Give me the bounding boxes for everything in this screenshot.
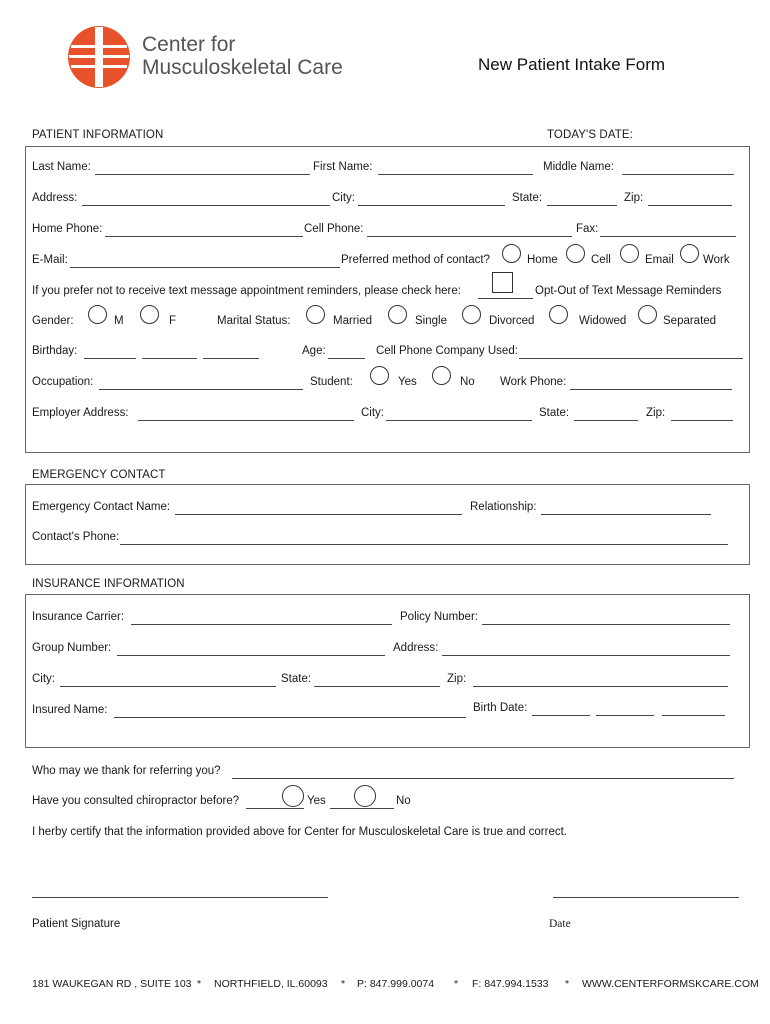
insurance-carrier-field[interactable] (131, 624, 392, 625)
preferred-contact-label: Preferred method of contact? (341, 254, 490, 266)
footer-address: 181 WAUKEGAN RD , SUITE 103 (32, 978, 192, 990)
footer-separator: * (197, 978, 202, 990)
student-label: Student: (310, 376, 353, 388)
city-label: City: (332, 192, 355, 204)
cell-company-label: Cell Phone Company Used: (376, 345, 518, 357)
age-label: Age: (302, 345, 326, 357)
marital-married-radio[interactable] (306, 305, 325, 324)
chiro-no-radio[interactable] (354, 785, 376, 807)
group-number-field[interactable] (117, 655, 385, 656)
fax-field[interactable] (600, 236, 736, 237)
zip-field[interactable] (648, 205, 732, 206)
middle-name-label: Middle Name: (543, 161, 614, 173)
insurance-carrier-label: Insurance Carrier: (32, 611, 125, 623)
chiro-yes-label: Yes (307, 795, 326, 807)
student-no-label: No (460, 376, 475, 388)
marital-single-radio[interactable] (388, 305, 407, 324)
chiro-no-label: No (396, 795, 411, 807)
zip-label: Zip: (624, 192, 644, 204)
student-no-radio[interactable] (432, 366, 451, 385)
insurance-state-field[interactable] (314, 686, 440, 687)
employer-city-field[interactable] (386, 420, 532, 421)
patient-info-header: PATIENT INFORMATION (32, 129, 164, 141)
contact-cell-radio[interactable] (566, 244, 585, 263)
footer-city: NORTHFIELD, IL.60093 (214, 978, 328, 990)
address-label: Address: (32, 192, 78, 204)
home-phone-label: Home Phone: (32, 223, 103, 235)
insurance-city-field[interactable] (60, 686, 276, 687)
city-field[interactable] (358, 205, 505, 206)
insurance-state-label: State: (281, 673, 312, 685)
footer-separator: * (454, 978, 459, 990)
marital-single-label: Single (415, 315, 447, 327)
marital-widowed-radio[interactable] (549, 305, 568, 324)
email-field[interactable] (70, 267, 340, 268)
footer-separator: * (565, 978, 570, 990)
occupation-label: Occupation: (32, 376, 94, 388)
contact-phone-label: Contact's Phone: (32, 531, 120, 543)
last-name-label: Last Name: (32, 161, 91, 173)
brand-line-1: Center for (142, 33, 236, 56)
birthday-day-field[interactable] (142, 358, 197, 359)
employer-state-label: State: (539, 407, 570, 419)
birth-date-label: Birth Date: (473, 702, 528, 714)
opt-out-line (478, 298, 533, 299)
employer-city-label: City: (361, 407, 384, 419)
date-signature-label: Date (549, 918, 571, 930)
marital-separated-label: Separated (663, 315, 717, 327)
emergency-contact-header: EMERGENCY CONTACT (32, 469, 166, 481)
chiropractor-label: Have you consulted chiropractor before? (32, 795, 240, 807)
work-phone-label: Work Phone: (500, 376, 567, 388)
todays-date-label: TODAY'S DATE: (547, 129, 633, 141)
insurance-zip-label: Zip: (447, 673, 467, 685)
footer-fax: F: 847.994.1533 (472, 978, 549, 990)
student-yes-label: Yes (398, 376, 417, 388)
logo-icon (67, 25, 131, 89)
first-name-label: First Name: (313, 161, 373, 173)
certification-text: I herby certify that the information provided above for Center for Musculoskeletal Care is true and correct. (32, 826, 568, 838)
opt-out-label: Opt-Out of Text Message Reminders (535, 285, 722, 297)
emergency-name-label: Emergency Contact Name: (32, 501, 171, 513)
marital-widowed-label: Widowed (579, 315, 627, 327)
emergency-contact-section (25, 484, 750, 565)
insurance-zip-field[interactable] (473, 686, 728, 687)
footer-website: WWW.CENTERFORMSKCARE.COM (582, 978, 759, 990)
gender-male-radio[interactable] (88, 305, 107, 324)
birthday-month-field[interactable] (84, 358, 136, 359)
insurance-address-label: Address: (393, 642, 439, 654)
birth-date-month-field[interactable] (532, 715, 590, 716)
gender-label: Gender: (32, 315, 74, 327)
group-number-label: Group Number: (32, 642, 112, 654)
birthday-year-field[interactable] (203, 358, 259, 359)
marital-married-label: Married (333, 315, 372, 327)
birth-date-day-field[interactable] (596, 715, 654, 716)
contact-email-label: Email (645, 254, 674, 266)
employer-address-label: Employer Address: (32, 407, 129, 419)
footer-phone: P: 847.999.0074 (357, 978, 435, 990)
form-title: New Patient Intake Form (478, 55, 666, 74)
contact-work-label: Work (703, 254, 730, 266)
contact-phone-field[interactable] (120, 544, 728, 545)
middle-name-field[interactable] (622, 174, 734, 175)
marital-separated-radio[interactable] (638, 305, 657, 324)
address-field[interactable] (82, 205, 330, 206)
opt-out-checkbox[interactable] (492, 272, 513, 293)
gender-female-radio[interactable] (140, 305, 159, 324)
insurance-info-header: INSURANCE INFORMATION (32, 578, 185, 590)
insurance-info-section (25, 594, 750, 748)
patient-signature-label: Patient Signature (32, 918, 121, 930)
referral-field[interactable] (232, 778, 734, 779)
employer-address-field[interactable] (138, 420, 354, 421)
birth-date-year-field[interactable] (662, 715, 725, 716)
age-field[interactable] (328, 358, 365, 359)
fax-label: Fax: (576, 223, 599, 235)
marital-divorced-label: Divorced (489, 315, 535, 327)
footer-separator: * (341, 978, 346, 990)
marital-divorced-radio[interactable] (462, 305, 481, 324)
employer-zip-label: Zip: (646, 407, 666, 419)
insurance-city-label: City: (32, 673, 55, 685)
birthday-label: Birthday: (32, 345, 78, 357)
cell-phone-field[interactable] (367, 236, 572, 237)
email-label: E-Mail: (32, 254, 68, 266)
date-signature-field[interactable] (553, 897, 739, 898)
state-field[interactable] (547, 205, 617, 206)
chiro-yes-line (246, 808, 304, 809)
insured-name-label: Insured Name: (32, 704, 108, 716)
contact-home-label: Home (527, 254, 558, 266)
relationship-field[interactable] (541, 514, 711, 515)
contact-email-radio[interactable] (620, 244, 639, 263)
policy-number-label: Policy Number: (400, 611, 478, 623)
work-phone-field[interactable] (570, 389, 732, 390)
gender-male-label: M (114, 315, 124, 327)
marital-status-label: Marital Status: (217, 315, 291, 327)
employer-zip-field[interactable] (671, 420, 733, 421)
patient-signature-field[interactable] (32, 897, 328, 898)
relationship-label: Relationship: (470, 501, 537, 513)
state-label: State: (512, 192, 543, 204)
emergency-name-field[interactable] (175, 514, 462, 515)
brand-line-2: Musculoskeletal Care (142, 56, 343, 79)
contact-cell-label: Cell (591, 254, 611, 266)
employer-state-field[interactable] (574, 420, 638, 421)
text-reminder-prompt: If you prefer not to receive text message appointment reminders, please check here: (32, 285, 461, 297)
contact-home-radio[interactable] (502, 244, 521, 263)
gender-female-label: F (169, 315, 177, 327)
last-name-field[interactable] (95, 174, 310, 175)
cell-company-field[interactable] (519, 358, 743, 359)
cell-phone-label: Cell Phone: (304, 223, 364, 235)
referral-label: Who may we thank for referring you? (32, 765, 221, 777)
first-name-field[interactable] (378, 174, 533, 175)
chiro-yes-radio[interactable] (282, 785, 304, 807)
insurance-address-field[interactable] (442, 655, 730, 656)
student-yes-radio[interactable] (370, 366, 389, 385)
contact-work-radio[interactable] (680, 244, 699, 263)
occupation-field[interactable] (99, 389, 303, 390)
chiro-no-line (330, 808, 394, 809)
insured-name-field[interactable] (114, 717, 466, 718)
policy-number-field[interactable] (482, 624, 730, 625)
home-phone-field[interactable] (105, 236, 303, 237)
